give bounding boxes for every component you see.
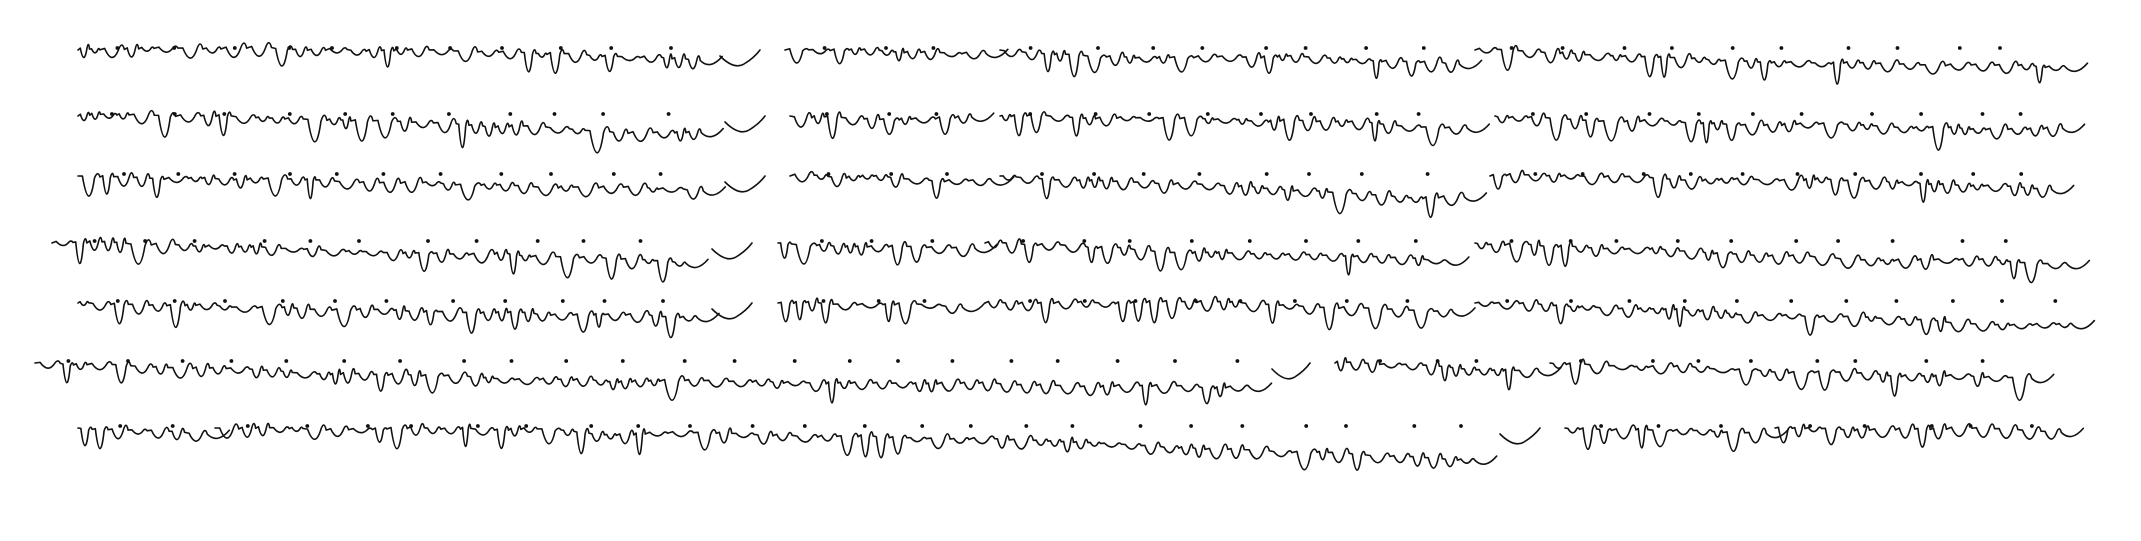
handwriting-stroke — [725, 176, 765, 192]
tsheg-dot — [1780, 47, 1783, 50]
tsheg-dot — [1071, 425, 1074, 428]
tsheg-dot — [603, 300, 606, 303]
tsheg-dot — [173, 300, 176, 303]
tsheg-dot — [448, 113, 451, 116]
tsheg-dot — [923, 300, 926, 303]
tsheg-dot — [171, 425, 174, 428]
tsheg-dot — [1093, 173, 1096, 176]
tsheg-dot — [733, 360, 736, 363]
tsheg-dot — [1010, 360, 1013, 363]
handwriting-stroke — [778, 242, 997, 265]
tsheg-dot — [306, 425, 309, 428]
tsheg-dot — [877, 300, 880, 303]
tsheg-dot — [233, 173, 236, 176]
tsheg-dot — [193, 240, 196, 243]
tsheg-dot — [670, 47, 673, 50]
tsheg-dot — [1056, 360, 1059, 363]
tsheg-dot — [935, 113, 938, 116]
tsheg-dot — [969, 425, 972, 428]
tsheg-dot — [399, 360, 402, 363]
handwriting-stroke — [790, 172, 1014, 198]
tsheg-dot — [1239, 300, 1242, 303]
tsheg-dot — [1310, 113, 1313, 116]
tsheg-dot — [1128, 240, 1131, 243]
tsheg-dot — [246, 425, 249, 428]
tsheg-dot — [509, 113, 512, 116]
tsheg-dot — [559, 47, 562, 50]
tsheg-dot — [382, 173, 385, 176]
tsheg-dot — [827, 173, 830, 176]
handwriting-stroke — [720, 50, 760, 66]
tsheg-dot — [233, 47, 236, 50]
handwriting-stroke — [78, 425, 229, 448]
tsheg-dot — [1697, 113, 1700, 116]
handwriting-stroke — [985, 239, 1469, 275]
handwriting-stroke — [1550, 359, 2054, 400]
manuscript-line-3 — [78, 170, 2074, 217]
tsheg-dot — [1375, 113, 1378, 116]
manuscript-line-5 — [78, 297, 2094, 338]
tsheg-dot — [1671, 47, 1674, 50]
tsheg-dot — [602, 113, 605, 116]
tsheg-dot — [177, 173, 180, 176]
handwriting-stroke — [52, 237, 708, 282]
tsheg-dot — [173, 47, 176, 50]
tsheg-dot — [565, 360, 568, 363]
tsheg-dot — [1585, 113, 1588, 116]
tsheg-dot — [1847, 47, 1850, 50]
tsheg-dot — [1198, 173, 1201, 176]
handwriting-stroke — [35, 361, 1271, 405]
tsheg-dot — [1142, 173, 1145, 176]
tsheg-dot — [888, 113, 891, 116]
tsheg-dot — [1752, 113, 1755, 116]
tsheg-dot — [1795, 240, 1798, 243]
tsheg-dot — [475, 240, 478, 243]
tsheg-dot — [1029, 300, 1032, 303]
tsheg-dot — [932, 47, 935, 50]
manuscript-line-2 — [78, 111, 2085, 153]
tsheg-dot — [116, 47, 119, 50]
handwriting-stroke — [790, 112, 994, 138]
tsheg-dot — [793, 360, 796, 363]
tsheg-dot — [561, 300, 564, 303]
tsheg-dot — [173, 113, 176, 116]
tsheg-dot — [281, 300, 284, 303]
tsheg-dot — [501, 47, 504, 50]
tsheg-dot — [1750, 360, 1753, 363]
tsheg-dot — [870, 240, 873, 243]
tsheg-dot — [1029, 47, 1032, 50]
handwriting-stroke — [1475, 240, 2089, 282]
handwriting-stroke — [1272, 363, 1310, 379]
tsheg-dot — [463, 360, 466, 363]
tsheg-dot — [637, 425, 640, 428]
handwriting-stroke — [78, 301, 719, 338]
handwriting-stroke — [712, 303, 752, 319]
tsheg-dot — [1920, 113, 1923, 116]
tsheg-dot — [1190, 240, 1193, 243]
tsheg-dot — [1837, 240, 1840, 243]
manuscript-line-7 — [78, 423, 2083, 470]
tsheg-dot — [385, 300, 388, 303]
tsheg-dot — [289, 173, 292, 176]
tsheg-dot — [683, 360, 686, 363]
tsheg-dot — [1652, 360, 1655, 363]
tsheg-dot — [1809, 425, 1812, 428]
tsheg-dot — [119, 425, 122, 428]
handwriting-stroke — [1475, 300, 2094, 335]
tsheg-dot — [667, 113, 670, 116]
tsheg-dot — [612, 173, 615, 176]
tsheg-dot — [1294, 300, 1297, 303]
tsheg-dot — [1139, 425, 1142, 428]
tsheg-dot — [1041, 173, 1044, 176]
handwriting-stroke — [725, 116, 765, 132]
tsheg-dot — [1999, 47, 2002, 50]
tsheg-dot — [1510, 240, 1513, 243]
tsheg-dot — [449, 47, 452, 50]
handwriting-stroke — [1335, 358, 1561, 390]
tsheg-dot — [1265, 173, 1268, 176]
tsheg-dot — [1236, 360, 1239, 363]
tsheg-dot — [610, 47, 613, 50]
tsheg-dot — [1174, 360, 1177, 363]
tsheg-dot — [1854, 360, 1857, 363]
tsheg-dot — [1357, 240, 1360, 243]
tsheg-dot — [2020, 173, 2023, 176]
tsheg-dot — [477, 425, 480, 428]
tsheg-dot — [410, 425, 413, 428]
tsheg-dot — [1241, 425, 1244, 428]
tsheg-dot — [1952, 300, 1955, 303]
tsheg-dot — [1379, 360, 1382, 363]
tsheg-dot — [334, 300, 337, 303]
tsheg-dot — [1345, 300, 1348, 303]
tsheg-dot — [689, 425, 692, 428]
tsheg-dot — [1116, 360, 1119, 363]
tsheg-dot — [659, 173, 662, 176]
tsheg-dot — [288, 113, 291, 116]
tsheg-dot — [1570, 300, 1573, 303]
handwriting-stroke — [1490, 170, 2074, 202]
tsheg-dot — [144, 240, 147, 243]
tsheg-dot — [639, 240, 642, 243]
tsheg-dot — [1094, 113, 1097, 116]
tsheg-dot — [1981, 360, 1984, 363]
tsheg-dot — [536, 240, 539, 243]
handwriting-stroke — [1000, 49, 1482, 78]
tsheg-dot — [1642, 173, 1645, 176]
tsheg-dot — [1981, 113, 1984, 116]
manuscript-line-6 — [35, 358, 2054, 405]
tsheg-dot — [1581, 173, 1584, 176]
tsheg-dot — [358, 240, 361, 243]
tsheg-dot — [391, 113, 394, 116]
tsheg-dot — [1417, 113, 1420, 116]
tsheg-dot — [803, 425, 806, 428]
tsheg-dot — [1534, 173, 1537, 176]
tsheg-dot — [1025, 425, 1028, 428]
tsheg-dot — [1260, 113, 1263, 116]
handwriting-stroke — [778, 298, 985, 324]
tsheg-dot — [1360, 173, 1363, 176]
tsheg-dot — [2031, 425, 2034, 428]
tsheg-dot — [288, 47, 291, 50]
tsheg-dot — [848, 360, 851, 363]
handwriting-stroke — [1000, 112, 1489, 146]
tsheg-dot — [751, 425, 754, 428]
handwriting-stroke — [712, 243, 752, 259]
tsheg-dot — [344, 113, 347, 116]
tsheg-dot — [1422, 47, 1425, 50]
tsheg-dot — [2054, 300, 2057, 303]
handwriting-stroke — [985, 297, 1475, 330]
tsheg-dot — [1796, 173, 1799, 176]
manuscript-line-4 — [52, 237, 2089, 282]
tsheg-dot — [1029, 113, 1032, 116]
tsheg-dot — [1790, 300, 1793, 303]
tsheg-dot — [123, 173, 126, 176]
tsheg-dot — [1871, 113, 1874, 116]
handwriting-stroke — [1565, 425, 1788, 451]
tsheg-dot — [181, 360, 184, 363]
tsheg-dot — [821, 240, 824, 243]
tsheg-dot — [1972, 173, 1975, 176]
tsheg-dot — [1816, 360, 1819, 363]
tsheg-dot — [1623, 47, 1626, 50]
tsheg-dot — [116, 300, 119, 303]
tsheg-dot — [2019, 113, 2022, 116]
tsheg-dot — [1697, 360, 1700, 363]
tsheg-dot — [2001, 300, 2004, 303]
handwriting-stroke — [1495, 113, 2085, 150]
tsheg-dot — [1406, 300, 1409, 303]
tsheg-dot — [1413, 425, 1416, 428]
tsheg-dot — [921, 425, 924, 428]
tsheg-dot — [1569, 240, 1572, 243]
tsheg-dot — [67, 360, 70, 363]
tsheg-dot — [1510, 47, 1513, 50]
tsheg-dot — [1676, 240, 1679, 243]
tsheg-dot — [1365, 47, 1368, 50]
tsheg-dot — [1305, 425, 1308, 428]
tsheg-dot — [1930, 425, 1933, 428]
handwriting-stroke — [785, 48, 1008, 64]
tsheg-dot — [1854, 173, 1857, 176]
tsheg-dot — [582, 240, 585, 243]
tsheg-dot — [1920, 173, 1923, 176]
tsheg-dot — [1720, 425, 1723, 428]
tsheg-dot — [1863, 425, 1866, 428]
tsheg-dot — [367, 425, 370, 428]
tsheg-dot — [1532, 113, 1535, 116]
tsheg-dot — [93, 240, 96, 243]
tsheg-dot — [1683, 300, 1686, 303]
tsheg-dot — [662, 300, 665, 303]
tsheg-dot — [1736, 300, 1739, 303]
tsheg-dot — [1561, 47, 1564, 50]
tsheg-dot — [230, 360, 233, 363]
tsheg-dot — [621, 360, 624, 363]
tsheg-dot — [1731, 47, 1734, 50]
handwriting-stroke — [78, 173, 725, 200]
tsheg-dot — [427, 240, 430, 243]
tsheg-dot — [285, 360, 288, 363]
tsheg-dot — [550, 173, 553, 176]
tsheg-dot — [1083, 300, 1086, 303]
tsheg-dot — [1436, 360, 1439, 363]
tsheg-dot — [1628, 300, 1631, 303]
manuscript-line-1 — [78, 43, 2087, 84]
tsheg-dot — [1506, 300, 1509, 303]
tsheg-dot — [263, 240, 266, 243]
tsheg-dot — [1265, 47, 1268, 50]
tsheg-dot — [510, 360, 513, 363]
tsheg-dot — [826, 113, 829, 116]
tsheg-dot — [1958, 47, 1961, 50]
tsheg-dot — [1580, 360, 1583, 363]
tsheg-dot — [1201, 47, 1204, 50]
tsheg-dot — [1895, 300, 1898, 303]
tsheg-dot — [931, 240, 934, 243]
tsheg-dot — [1657, 425, 1660, 428]
tsheg-dot — [309, 240, 312, 243]
tsheg-dot — [1600, 425, 1603, 428]
tsheg-dot — [590, 425, 593, 428]
tsheg-dot — [1969, 425, 1972, 428]
tsheg-dot — [525, 425, 528, 428]
tsheg-dot — [395, 47, 398, 50]
handwriting-stroke — [78, 111, 723, 153]
tsheg-dot — [1648, 113, 1651, 116]
tsheg-dot — [951, 360, 954, 363]
handwriting-stroke — [1500, 428, 1540, 444]
tsheg-dot — [1730, 240, 1733, 243]
tsheg-dot — [331, 47, 334, 50]
tsheg-dot — [1206, 113, 1209, 116]
tsheg-dot — [1345, 425, 1348, 428]
tsheg-dot — [1891, 240, 1894, 243]
handwriting-stroke — [1000, 175, 1486, 217]
tsheg-dot — [1148, 113, 1151, 116]
tsheg-dot — [1741, 173, 1744, 176]
tsheg-dot — [823, 47, 826, 50]
tsheg-dot — [1925, 360, 1928, 363]
tsheg-dot — [1083, 240, 1086, 243]
tsheg-dot — [439, 173, 442, 176]
tsheg-dot — [1097, 47, 1100, 50]
tsheg-dot — [1896, 47, 1899, 50]
tsheg-dot — [1308, 173, 1311, 176]
tsheg-dot — [1845, 300, 1848, 303]
tsheg-dot — [1689, 173, 1692, 176]
tsheg-dot — [500, 173, 503, 176]
tsheg-dot — [1304, 47, 1307, 50]
tsheg-dot — [1800, 113, 1803, 116]
tsheg-dot — [890, 173, 893, 176]
tsheg-dot — [335, 173, 338, 176]
tsheg-dot — [1194, 300, 1197, 303]
tsheg-dot — [1152, 47, 1155, 50]
tsheg-dot — [2004, 240, 2007, 243]
tsheg-dot — [946, 173, 949, 176]
tsheg-dot — [1426, 173, 1429, 176]
tsheg-dot — [553, 113, 556, 116]
tsheg-dot — [1248, 240, 1251, 243]
tsheg-dot — [224, 300, 227, 303]
tsheg-dot — [1414, 240, 1417, 243]
handwriting-stroke — [1475, 46, 2087, 84]
tsheg-dot — [343, 360, 346, 363]
tsheg-dot — [1475, 360, 1478, 363]
tsheg-dot — [1190, 425, 1193, 428]
tsheg-dot — [1134, 300, 1137, 303]
handwriting-stroke — [1775, 424, 2083, 447]
tsheg-dot — [1460, 425, 1463, 428]
tsheg-dot — [452, 300, 455, 303]
handwriting-stroke — [215, 423, 1497, 470]
tsheg-dot — [863, 425, 866, 428]
tsheg-dot — [1022, 240, 1025, 243]
tsheg-dot — [223, 113, 226, 116]
tsheg-dot — [127, 360, 130, 363]
tsheg-dot — [885, 47, 888, 50]
tsheg-dot — [111, 113, 114, 116]
tsheg-dot — [1615, 240, 1618, 243]
tsheg-dot — [822, 300, 825, 303]
tsheg-dot — [897, 360, 900, 363]
tsheg-dot — [1305, 240, 1308, 243]
tsheg-dot — [504, 300, 507, 303]
tsheg-dot — [1961, 240, 1964, 243]
